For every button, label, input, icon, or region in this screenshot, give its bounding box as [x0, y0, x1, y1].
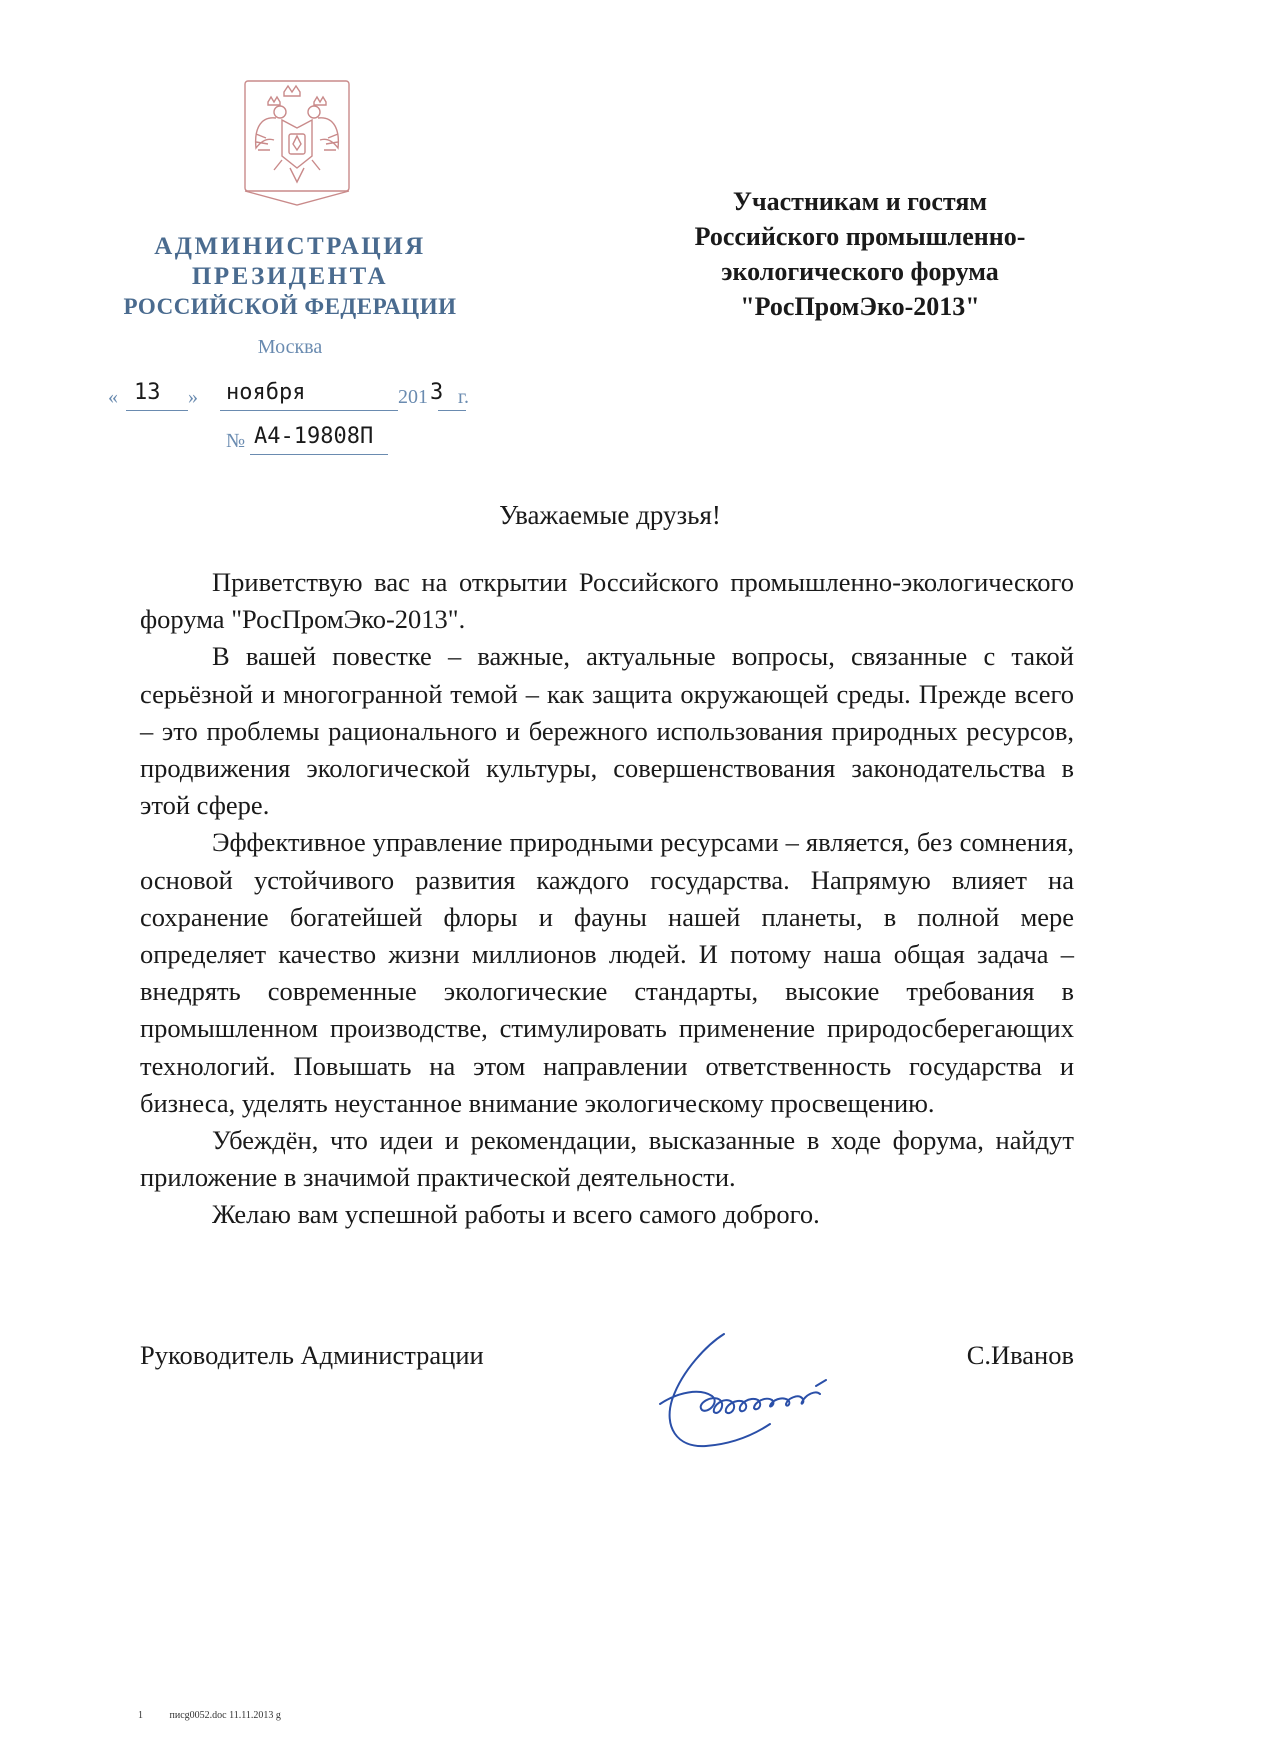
- addressee-line-3: экологического форума: [721, 257, 999, 286]
- date-year-line: [438, 410, 466, 411]
- addressee: [600, 184, 1120, 324]
- date-field: [108, 380, 488, 414]
- date-day: 13: [134, 380, 161, 405]
- organization-name: [110, 232, 470, 322]
- paragraph: Приветствую вас на открытии Российского промышленно-экологического форума "РосПромЭко-2013".: [140, 567, 1074, 635]
- paragraph: Желаю вам успешной работы и всего самого доброго.: [212, 1199, 820, 1230]
- signature-block: [140, 1340, 1074, 1380]
- signatory-position: Руководитель Администрации: [140, 1340, 484, 1370]
- date-open-quote: «: [108, 386, 118, 408]
- city: Москва: [257, 336, 323, 358]
- document-number-field: [226, 424, 426, 456]
- date-year-digit: 3: [430, 380, 444, 405]
- number-sign: №: [226, 430, 246, 452]
- addressee-line-1: Участникам и гостям: [732, 187, 988, 216]
- paragraph: Эффективное управление природными ресурсами – является, без сомнения, основой устойчивого развития каждого государства. Напрямую влияет на сохранение богатейшей флоры и фауны нашей планеты, в полной мере определяет качество жизни миллионов людей. И потому наша общая задача – внедрять современные экологические стандарты, высокие требования в промышленном производстве, стимулировать применение природосберегающих технологий. Повышать на этом направлении ответственность государства и бизнеса, уделять неустанное внимание экологическому просвещению.: [140, 827, 1074, 1118]
- date-year-prefix: 201: [398, 386, 428, 408]
- org-line-3: РОССИЙСКОЙ ФЕДЕРАЦИИ: [123, 294, 457, 319]
- file-reference: писg0052.doc 11.11.2013 g: [169, 1710, 281, 1721]
- date-month: ноября: [226, 380, 306, 405]
- date-day-line: [126, 410, 188, 411]
- salutation: Уважаемые друзья!: [499, 500, 721, 530]
- org-line-2: ПРЕЗИДЕНТА: [191, 263, 389, 290]
- addressee-line-2: Российского промышленно-: [694, 222, 1026, 251]
- paragraph: Убеждён, что идеи и рекомендации, высказанные в ходе форума, найдут приложение в значимой практической деятельности.: [140, 1125, 1074, 1193]
- date-close-quote: »: [188, 386, 198, 408]
- signatory-name: С.Иванов: [966, 1340, 1074, 1370]
- footer: [138, 1710, 281, 1721]
- paragraph: В вашей повестке – важные, актуальные вопросы, связанные с такой серьёзной и многогранной темой – как защита окружающей среды. Прежде всего – это проблемы рационального и бережного использования природных ресурсов, продвижения экологической культуры, совершенствования законодательства в этой сфере.: [140, 641, 1074, 821]
- addressee-line-4: "РосПромЭко-2013": [740, 292, 980, 321]
- handwritten-signature: [620, 1330, 880, 1470]
- coat-of-arms-icon: [242, 78, 352, 208]
- date-year-suffix: г.: [458, 386, 469, 408]
- org-line-1: АДМИНИСТРАЦИЯ: [154, 233, 426, 260]
- number-line: [250, 454, 388, 455]
- letter-body: [140, 564, 1074, 1234]
- page-number: 1: [138, 1710, 143, 1721]
- document-number: А4-19808П: [254, 424, 374, 449]
- date-month-line: [220, 410, 398, 411]
